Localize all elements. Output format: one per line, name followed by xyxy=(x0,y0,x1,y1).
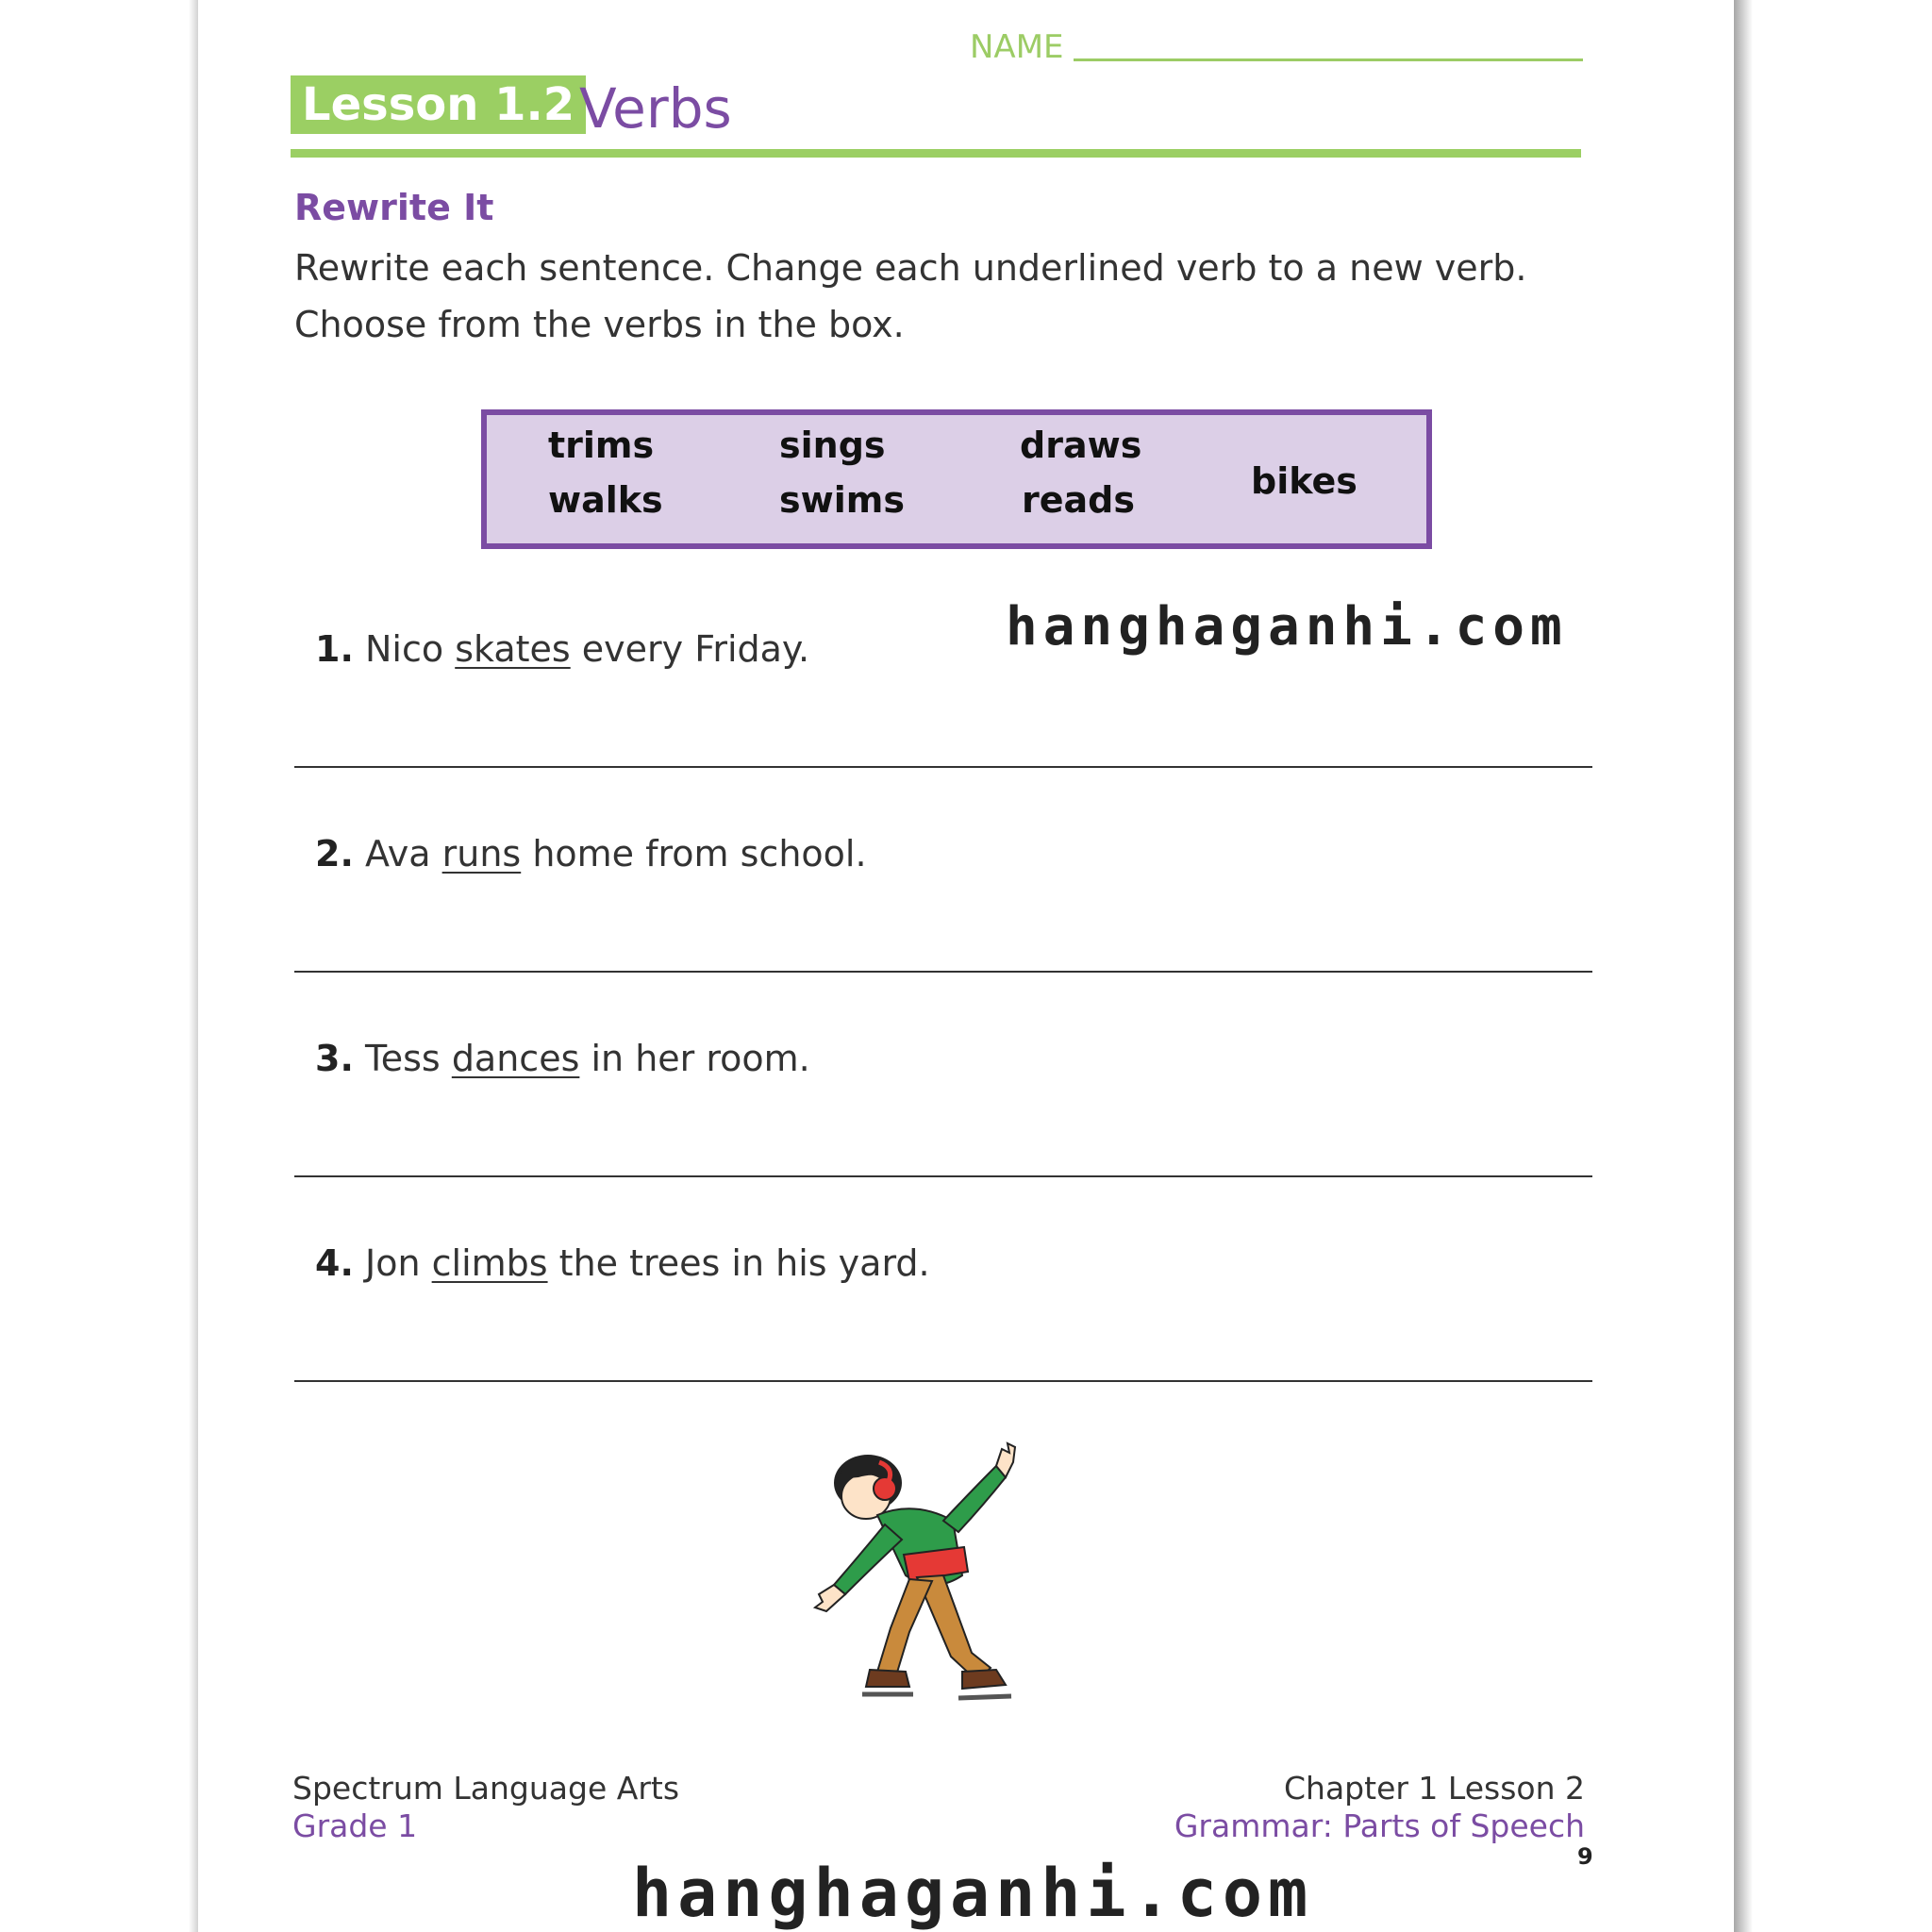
question-number: 4. xyxy=(315,1242,354,1284)
footer-right xyxy=(1085,1770,1585,1845)
footer-grade: Grade 1 xyxy=(292,1807,418,1844)
question-3 xyxy=(315,1038,810,1079)
verb-sings: sings xyxy=(779,425,886,466)
ice-skater-boy-icon xyxy=(811,1434,1066,1717)
question-text-after: every Friday. xyxy=(581,628,810,670)
footer-topic: Grammar: Parts of Speech xyxy=(1174,1807,1585,1844)
name-label: NAME xyxy=(970,28,1064,66)
question-2 xyxy=(315,833,867,874)
verb-reads: reads xyxy=(1022,479,1135,521)
title-rule xyxy=(291,149,1581,158)
question-text-after: the trees in his yard. xyxy=(558,1242,930,1284)
watermark-bottom: hanghaganhi.com xyxy=(632,1855,1314,1932)
footer-book: Spectrum Language Arts xyxy=(292,1770,680,1807)
verb-draws: draws xyxy=(1020,425,1142,466)
page-number: 9 xyxy=(1577,1843,1593,1870)
verb-box xyxy=(481,409,1432,549)
question-number: 3. xyxy=(315,1038,354,1079)
verb-walks: walks xyxy=(548,479,663,521)
answer-line-1[interactable] xyxy=(294,766,1592,768)
question-text-before: Tess xyxy=(364,1038,441,1079)
lesson-badge: Lesson 1.2 xyxy=(291,75,586,134)
answer-line-4[interactable] xyxy=(294,1380,1592,1382)
question-1 xyxy=(315,628,809,670)
verb-trims: trims xyxy=(548,425,655,466)
lesson-title: Verbs xyxy=(579,76,732,141)
question-number: 2. xyxy=(315,833,354,874)
name-line[interactable] xyxy=(1074,58,1583,61)
underlined-verb: climbs xyxy=(431,1242,548,1284)
answer-line-3[interactable] xyxy=(294,1175,1592,1177)
verb-bikes: bikes xyxy=(1251,460,1357,502)
section-heading: Rewrite It xyxy=(294,187,494,228)
footer-left xyxy=(292,1770,679,1845)
underlined-verb: dances xyxy=(451,1038,580,1079)
question-text-before: Jon xyxy=(364,1242,421,1284)
footer-chapter: Chapter 1 Lesson 2 xyxy=(1284,1770,1585,1807)
underlined-verb: skates xyxy=(455,628,571,670)
question-text-before: Ava xyxy=(364,833,431,874)
answer-line-2[interactable] xyxy=(294,971,1592,973)
underlined-verb: runs xyxy=(441,833,522,874)
instructions: Rewrite each sentence. Change each underlined verb to a new verb. Choose from the verbs in the box. xyxy=(294,247,1527,345)
question-text-after: home from school. xyxy=(532,833,867,874)
page-shadow-right xyxy=(1734,0,1753,1932)
watermark-top: hanghaganhi.com xyxy=(1006,596,1568,658)
question-4 xyxy=(315,1242,930,1284)
question-number: 1. xyxy=(315,628,354,670)
question-text-before: Nico xyxy=(364,628,444,670)
question-text-after: in her room. xyxy=(591,1038,810,1079)
verb-swims: swims xyxy=(779,479,905,521)
